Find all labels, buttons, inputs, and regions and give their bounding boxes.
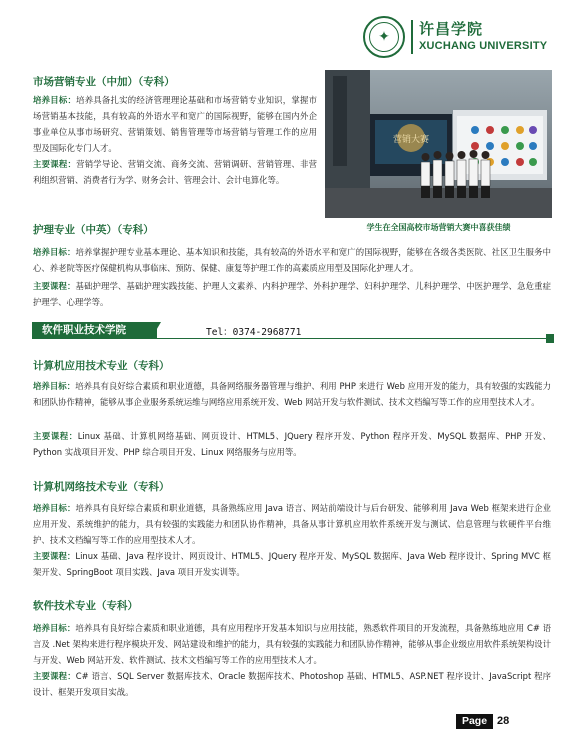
course-text: 营销学导论、营销交流、商务交流、营销调研、营销管理、非营利组织营销、消费者行为学、财务会计、管理会计、会计电算化等。 [33,159,318,185]
section-bar-notch [151,322,161,339]
university-seal-logo [363,16,405,58]
section-title-software-college: 软件职业技术学院 [32,322,157,339]
major-title-software: 软件技术专业（专科） [33,600,138,612]
major-title-computer-network: 计算机网络技术专业（专科） [33,481,170,493]
major-course-computer-application [33,428,551,460]
major-goal-software [33,620,551,668]
page-number: 28 [497,715,510,727]
course-label: 主要课程： [33,431,78,441]
course-label: 主要课程： [33,281,76,291]
goal-label: 培养目标： [33,95,77,105]
major-goal-marketing [33,92,317,156]
photo-caption: 学生在全国高校市场营销大赛中喜获佳绩 [366,223,511,232]
goal-label: 培养目标： [33,623,76,633]
course-label: 主要课程： [33,551,76,561]
university-name-cn: 许昌学院 [419,20,484,38]
course-text: 基础护理学、基础护理实践技能、护理人文素养、内科护理学、外科护理学、妇科护理学、儿科护理学、中医护理学、急危重症护理学、心理学等。 [33,281,551,307]
goal-label: 培养目标： [33,381,76,391]
goal-label: 培养目标： [33,503,76,513]
major-goal-nursing [33,244,551,276]
page-label: Page [456,714,493,729]
goal-text: 培养具有良好综合素质和职业道德，具备网络服务器管理与维护、利用 PHP 来进行 Web 应用开发的能力，具有较强的实践能力和团队协作精神，能够从事企业服务系统运维与网络应用系统开发、Web 网站开发与软件测试、技术文档编写等工作的应用型技术人才。 [33,381,551,407]
major-course-nursing [33,278,551,310]
course-text: Linux 基础、计算机网络基础、网页设计、HTML5、JQuery 程序开发、Python 程序开发、MySQL 数据库、PHP 开发、Python 实战项目开发、PHP 综合项目开发、Linux 网络服务与应用等。 [33,431,551,457]
major-course-computer-network [33,548,551,580]
course-label: 主要课程： [33,159,77,169]
major-goal-computer-network [33,500,551,548]
goal-text: 培养掌握护理专业基本理论、基本知识和技能，具有较高的外语水平和宽广的国际视野，能够在各级各类医院、社区卫生服务中心、养老院等医疗保健机构从事临床、预防、保健、康复等护理工作的高素质应用型及国际化护理人才。 [33,247,551,273]
seal-emblem-icon: ✦ [369,22,399,52]
course-label: 主要课程： [33,671,76,681]
section-divider-end-block [546,334,554,343]
goal-text: 培养具有良好综合素质和职业道德，具备熟练应用 Java 语言、网站前端设计与后台研发、能够利用 Java Web 框架来进行企业应用开发、系统维护的能力，具有较强的实践能力和团队协作精神，具备从事计算机应用软件系统开发与测试、信息管理与软硬件平台维护、技术文档编写等工作的应用型技术人才。 [33,503,552,545]
major-goal-computer-application [33,378,551,410]
university-name-en: XUCHANG UNIVERSITY [419,40,548,52]
logo-divider [411,20,413,54]
section-telephone: Tel：0374-2968771 [206,327,302,338]
course-text: C# 语言、SQL Server 数据库技术、Oracle 数据库技术、Photoshop 基础、HTML5、ASP.NET 程序设计、JavaScript 程序设计、框架开发项目实战。 [33,671,552,697]
major-title-computer-application: 计算机应用技术专业（专科） [33,360,170,372]
competition-photo [325,70,552,218]
major-title-marketing: 市场营销专业（中加）（专科） [33,76,175,88]
major-title-nursing: 护理专业（中英）（专科） [33,224,154,236]
banner-text: 营销大赛 [392,135,430,145]
section-divider-line [157,338,551,339]
goal-text: 培养具备扎实的经济管理理论基础和市场营销专业知识，掌握市场营销基本技能，具有较高的外语水平和宽广的国际视野，能够在国内外企事业单位从事市场研究、营销策划、销售管理等市场营销与管理工作的应用型及国际化专门人才。 [33,95,318,153]
goal-text: 培养具有良好综合素质和职业道德，具有应用程序开发基本知识与应用技能，熟悉软件项目的开发流程，具备熟练地应用 C# 语言及 .Net 架构来进行程序模块开发、网站建设和维护的能力，具有较强的实践能力和团队协作精神，能够从事企业级应用软件系统架构设计与开发、Web 网站开发、软件测试、技术文档编写等工作的应用型技术人才。 [33,623,552,665]
major-course-software [33,668,551,700]
major-course-marketing [33,156,317,188]
course-text: Linux 基础、Java 程序设计、网页设计、HTML5、JQuery 程序开发、MySQL 数据库、Java Web 程序设计、Spring MVC 框架开发、SpringBoot 项目实践、Java 项目开发实训等。 [33,551,551,577]
goal-label: 培养目标： [33,247,76,257]
competition-photo-illustration [325,70,552,218]
